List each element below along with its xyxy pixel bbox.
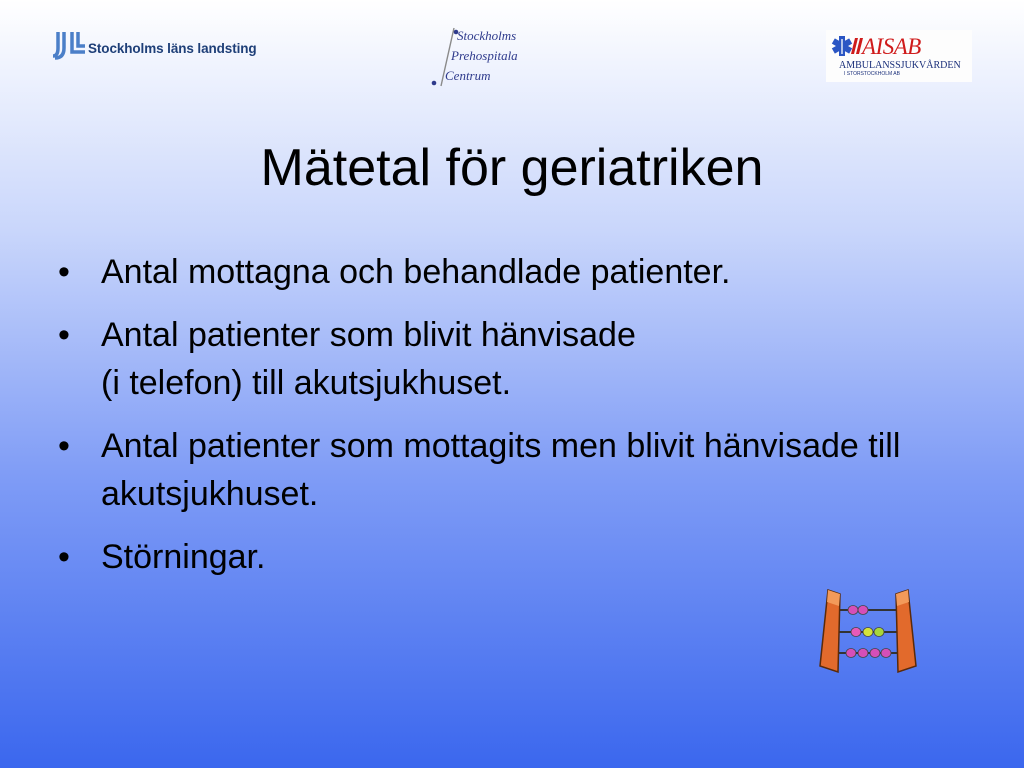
aisab-subtitle: AMBULANSSJUKVÅRDEN (839, 60, 961, 71)
bullet-list (58, 248, 958, 596)
sll-emblem-icon (52, 30, 86, 60)
logo-stockholms-lans-landsting (52, 30, 292, 64)
bullet-item (58, 248, 958, 296)
bullet-marker: • (58, 427, 70, 465)
bullet-item (58, 533, 958, 581)
bullet-marker: • (58, 316, 70, 354)
bullet-text: Antal mottagna och behandlade patienter. (101, 253, 731, 291)
logo-stockholms-prehospitala-centrum (427, 24, 557, 90)
bullet-item (58, 422, 958, 518)
spc-line-2: Prehospitala (451, 48, 518, 63)
spc-line-3: Centrum (445, 68, 491, 83)
aisab-brand: AISAB (862, 34, 921, 59)
slide-title: Mätetal för geriatriken (260, 139, 764, 197)
bullet-text: Störningar. (101, 538, 266, 576)
bullet-marker: • (58, 538, 70, 576)
sll-logo-text: Stockholms läns landsting (88, 41, 257, 56)
star-of-life-icon (830, 32, 866, 62)
bullet-continuation (58, 359, 958, 407)
logo-aisab (826, 30, 972, 82)
abacus-icon (816, 586, 920, 678)
bullet-item (58, 311, 958, 359)
bullet-text: Antal patienter som mottagits men blivit hänvisade till akutsjukhuset. (101, 427, 901, 513)
aisab-subtitle-small: I STORSTOCKHOLM AB (844, 71, 900, 77)
bullet-text: (i telefon) till akutsjukhuset. (101, 364, 512, 402)
bullet-text: Antal patienter som blivit hänvisade (101, 316, 636, 354)
spc-line-1: Stockholms (457, 28, 517, 43)
bullet-marker: • (58, 253, 70, 291)
